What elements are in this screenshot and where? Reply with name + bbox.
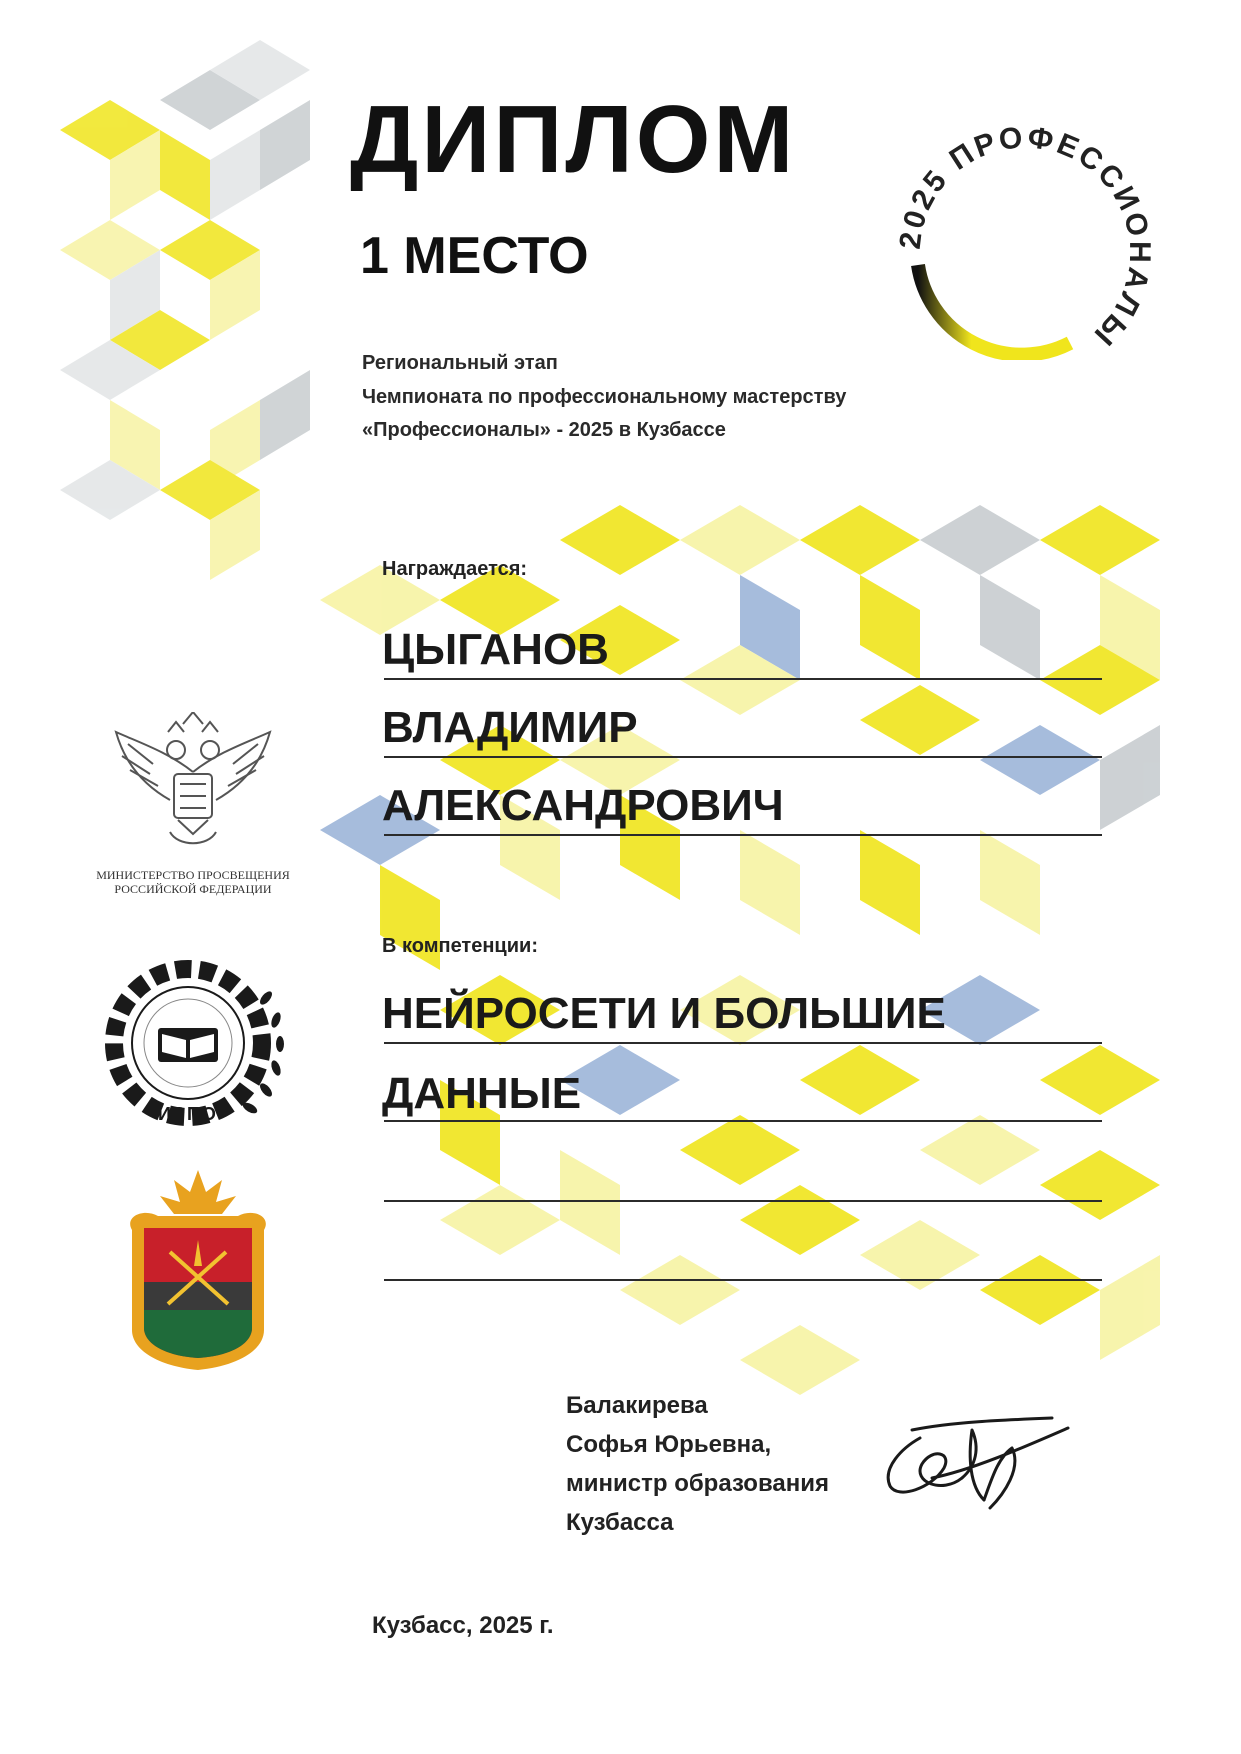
handwritten-signature (872, 1408, 1072, 1518)
irpo-text: ИРПО (158, 1104, 218, 1124)
signatory-position-2: Кузбасса (566, 1509, 674, 1536)
event-line-1: Региональный этап (362, 352, 558, 374)
irpo-emblem (96, 948, 296, 1138)
kuzbass-coat-of-arms (118, 1170, 278, 1370)
diploma-title: ДИПЛОМ (350, 86, 797, 193)
competency-rule-1 (384, 1042, 1102, 1044)
first-name-rule (384, 756, 1102, 758)
signatory-position-1: министр образования (566, 1470, 830, 1497)
patronymic-rule (384, 834, 1102, 836)
blank-rule-2 (384, 1279, 1102, 1281)
surname-rule (384, 678, 1102, 680)
signatory-name: Софья Юрьевна, (566, 1431, 772, 1458)
competency-line-1: НЕЙРОСЕТИ И БОЛЬШИЕ (382, 989, 946, 1038)
competency-label: В компетенции: (382, 935, 538, 957)
svg-text:2025 ПРОФЕССИОНАЛЫ (894, 121, 1156, 354)
blank-rule-1 (384, 1200, 1102, 1202)
awarded-label: Награждается: (382, 558, 528, 580)
competency-line-2: ДАННЫЕ (382, 1069, 582, 1118)
event-line-3: «Профессионалы» - 2025 в Кузбассе (362, 419, 726, 441)
signatory-surname: Балакирева (566, 1392, 708, 1419)
ministry-eagle-emblem (108, 712, 278, 860)
recipient-patronymic: АЛЕКСАНДРОВИЧ (382, 781, 784, 830)
event-line-2: Чемпионата по профессиональному мастерству (362, 386, 847, 408)
place-heading: 1 МЕСТО (360, 227, 589, 285)
professionals-logo (870, 100, 1170, 360)
recipient-surname: ЦЫГАНОВ (382, 625, 609, 674)
ministry-caption: МИНИСТЕРСТВО ПРОСВЕЩЕНИЯ РОССИЙСКОЙ ФЕДЕРАЦИИ (96, 868, 290, 896)
competency-rule-2 (384, 1120, 1102, 1122)
recipient-first-name: ВЛАДИМИР (382, 703, 638, 752)
logo-text: 2025 ПРОФЕССИОНАЛЫ (893, 120, 1157, 354)
footer-place-year: Кузбасс, 2025 г. (372, 1612, 554, 1639)
